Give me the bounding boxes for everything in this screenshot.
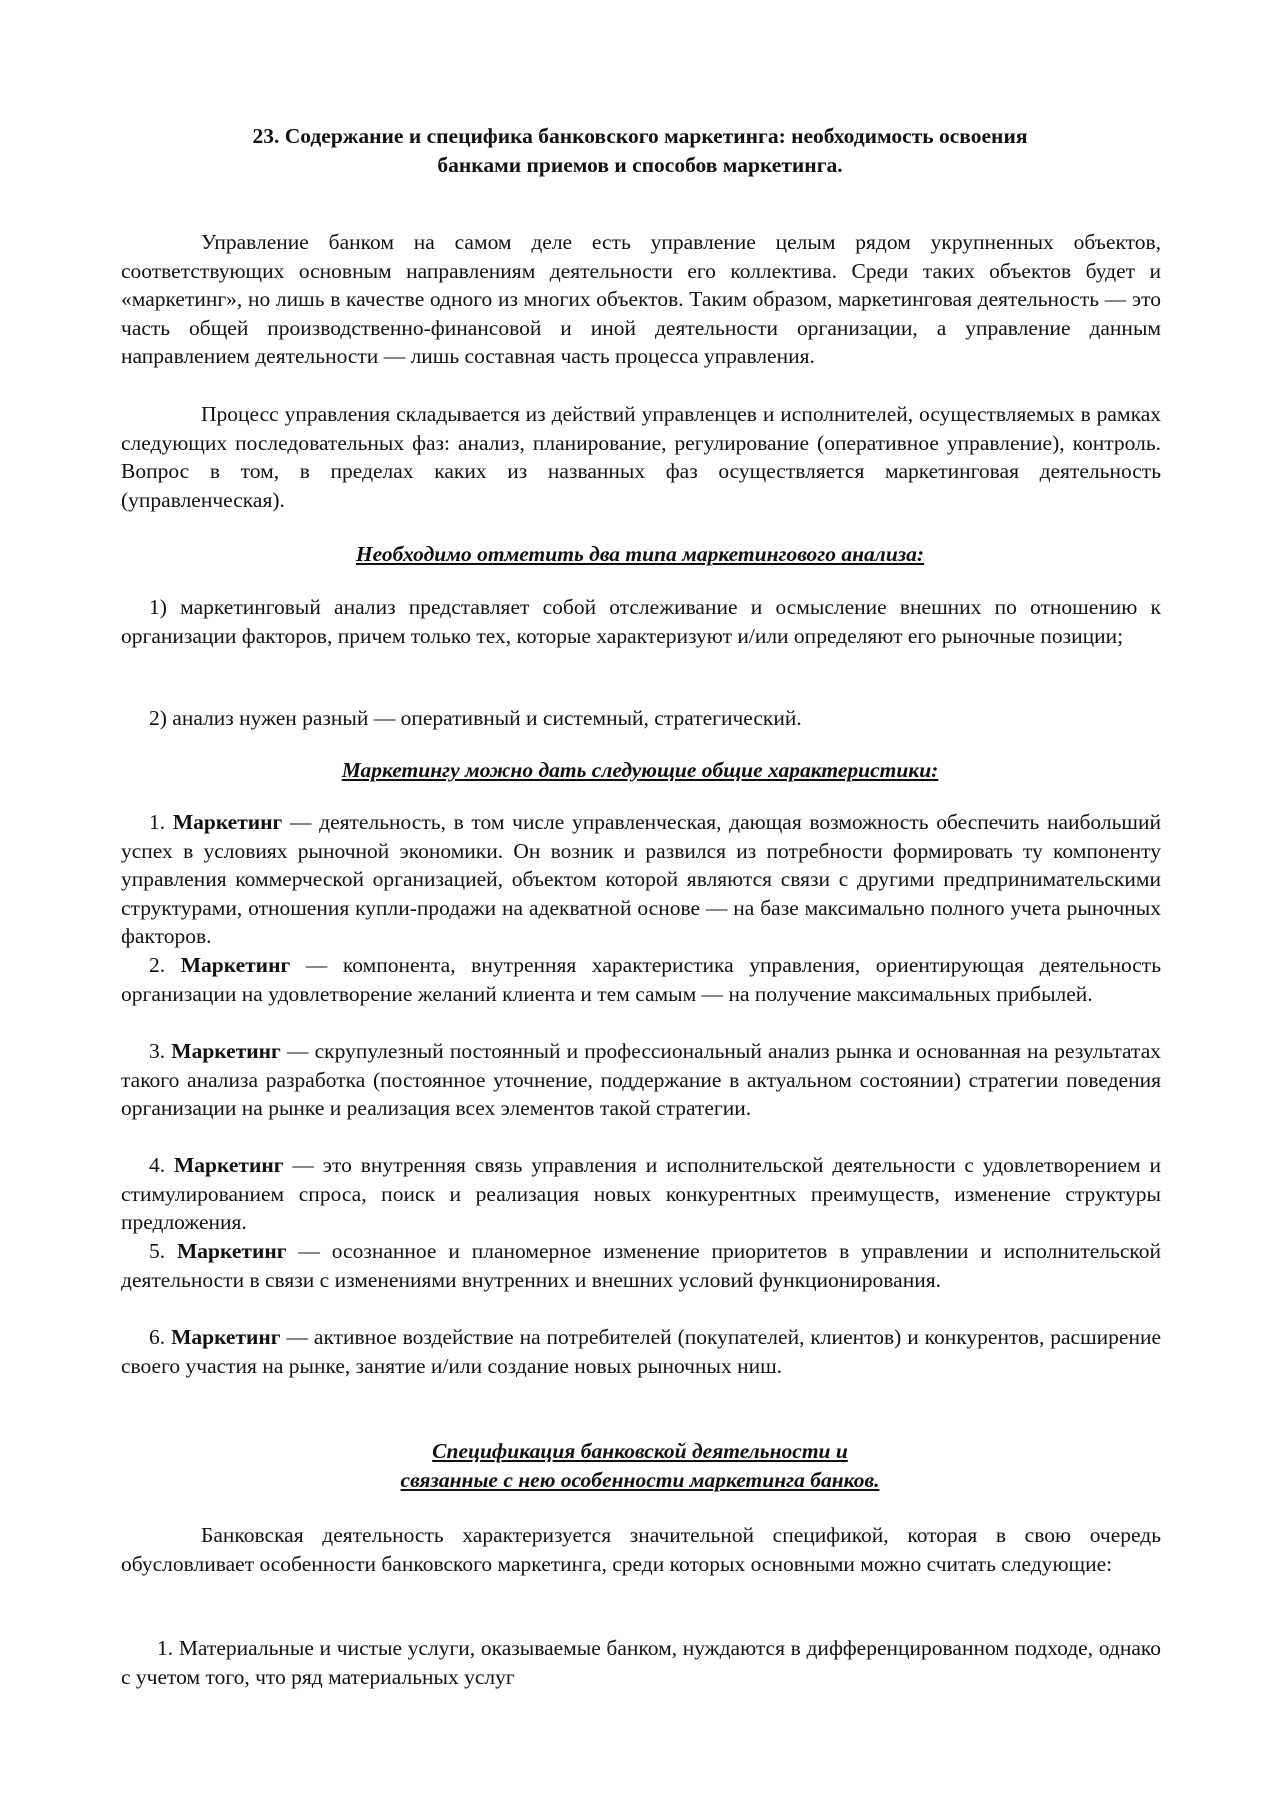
- characteristic-item-6: [121, 1323, 1161, 1380]
- characteristic-term: Маркетинг: [172, 810, 283, 834]
- characteristic-item-3: [121, 1037, 1161, 1123]
- characteristic-term: Маркетинг: [174, 1153, 284, 1177]
- characteristics-heading: Маркетингу можно дать следующие общие характеристики:: [341, 758, 939, 782]
- characteristic-text: — это внутренняя связь управления и исполнительской деятельности с удовлетворением и стимулированием спроса, поиск и реализация новых конкурентных преимуществ, изменение структуры предложения.: [121, 1153, 1162, 1234]
- specifics-heading-line-2: связанные с нею особенности маркетинга банков.: [400, 1468, 880, 1492]
- characteristic-text: — осознанное и планомерное изменение приоритетов в управлении и исполнительской деятельности в связи с изменениями внутренних и внешних условий функционирования.: [121, 1239, 1161, 1292]
- characteristic-item-2: [121, 951, 1161, 1008]
- characteristic-number: 6.: [149, 1325, 166, 1349]
- page-title-line-1: 23. Содержание и специфика банковского маркетинга: необходимость освоения: [252, 124, 1028, 148]
- characteristic-item-1: [121, 808, 1161, 951]
- characteristic-number: 3.: [149, 1039, 166, 1063]
- characteristic-number: 4.: [149, 1153, 166, 1177]
- analysis-item-1: 1) маркетинговый анализ представляет собой отслеживание и осмысление внешних по отношению к организации факторов, причем только тех, которые характеризуют и/или определяют его рыночные позиции;: [121, 595, 1161, 648]
- characteristic-item-5: [121, 1237, 1161, 1294]
- analysis-item-2: 2) анализ нужен разный — оперативный и системный, стратегический.: [149, 706, 802, 730]
- intro-paragraph-2: Процесс управления складывается из действий управленцев и исполнителей, осуществляемых в рамках следующих последовательных фаз: анализ, планирование, регулирование (оперативное управление), контроль. Вопрос в том, в пределах каких из названных фаз осуществляется маркетинговая деятельность (управленческая).: [121, 402, 1161, 512]
- characteristic-item-4: [121, 1151, 1161, 1237]
- specifics-heading-line-1: Спецификация банковской деятельности и: [432, 1439, 848, 1463]
- characteristic-term: Маркетинг: [171, 1325, 281, 1349]
- specifics-heading: [120, 1437, 1160, 1495]
- intro-paragraph-1: Управление банком на самом деле есть управление целым рядом укрупненных объектов, соответствующих основным направлениям деятельности его коллектива. Среди таких объектов будет и «маркетинг», но лишь в качестве одного из многих объектов. Таким образом, маркетинговая деятельность — это часть общей производственно-финансовой и иной деятельности организации, а управление данным направлением деятельности — лишь составная часть процесса управления.: [121, 230, 1161, 368]
- characteristic-term: Маркетинг: [171, 1039, 281, 1063]
- specifics-item-1: 1. Материальные и чистые услуги, оказываемые банком, нуждаются в дифференцированном подходе, однако с учетом того, что ряд материальных услуг: [121, 1636, 1161, 1689]
- characteristic-text: — скрупулезный постоянный и профессиональный анализ рынка и основанная на результатах такого анализа разработка (постоянное уточнение, поддержание в актуальном состоянии) стратегии поведения организации на рынке и реализация всех элементов такой стратегии.: [121, 1039, 1161, 1120]
- characteristic-term: Маркетинг: [180, 953, 291, 977]
- characteristic-term: Маркетинг: [177, 1239, 287, 1263]
- characteristic-text: — активное воздействие на потребителей (покупателей, клиентов) и конкурентов, расширение своего участия на рынке, занятие и/или создание новых рыночных ниш.: [121, 1325, 1162, 1378]
- page-title-line-2: банками приемов и способов маркетинга.: [437, 153, 843, 177]
- page-title: [120, 122, 1160, 180]
- characteristic-number: 2.: [149, 953, 166, 977]
- characteristic-text: — компонента, внутренняя характеристика управления, ориентирующая деятельность организации на удовлетворение желаний клиента и тем самым — на получение максимальных прибылей.: [121, 953, 1161, 1006]
- characteristic-number: 1.: [149, 810, 166, 834]
- characteristic-number: 5.: [149, 1239, 166, 1263]
- specifics-paragraph-1: Банковская деятельность характеризуется значительной спецификой, которая в свою очередь обусловливает особенности банковского маркетинга, среди которых основными можно считать следующие:: [121, 1523, 1161, 1576]
- characteristic-text: — деятельность, в том числе управленческая, дающая возможность обеспечить наибольший успех в условиях рыночной экономики. Он возник и развился из потребности формировать ту компоненту управления коммерческой организацией, объектом которой являются связи с другими предпринимательскими структурами, отношения купли-продажи на адекватной основе — на базе максимально полного учета рыночных факторов.: [121, 810, 1162, 948]
- analysis-heading: Необходимо отметить два типа маркетингового анализа:: [355, 542, 925, 566]
